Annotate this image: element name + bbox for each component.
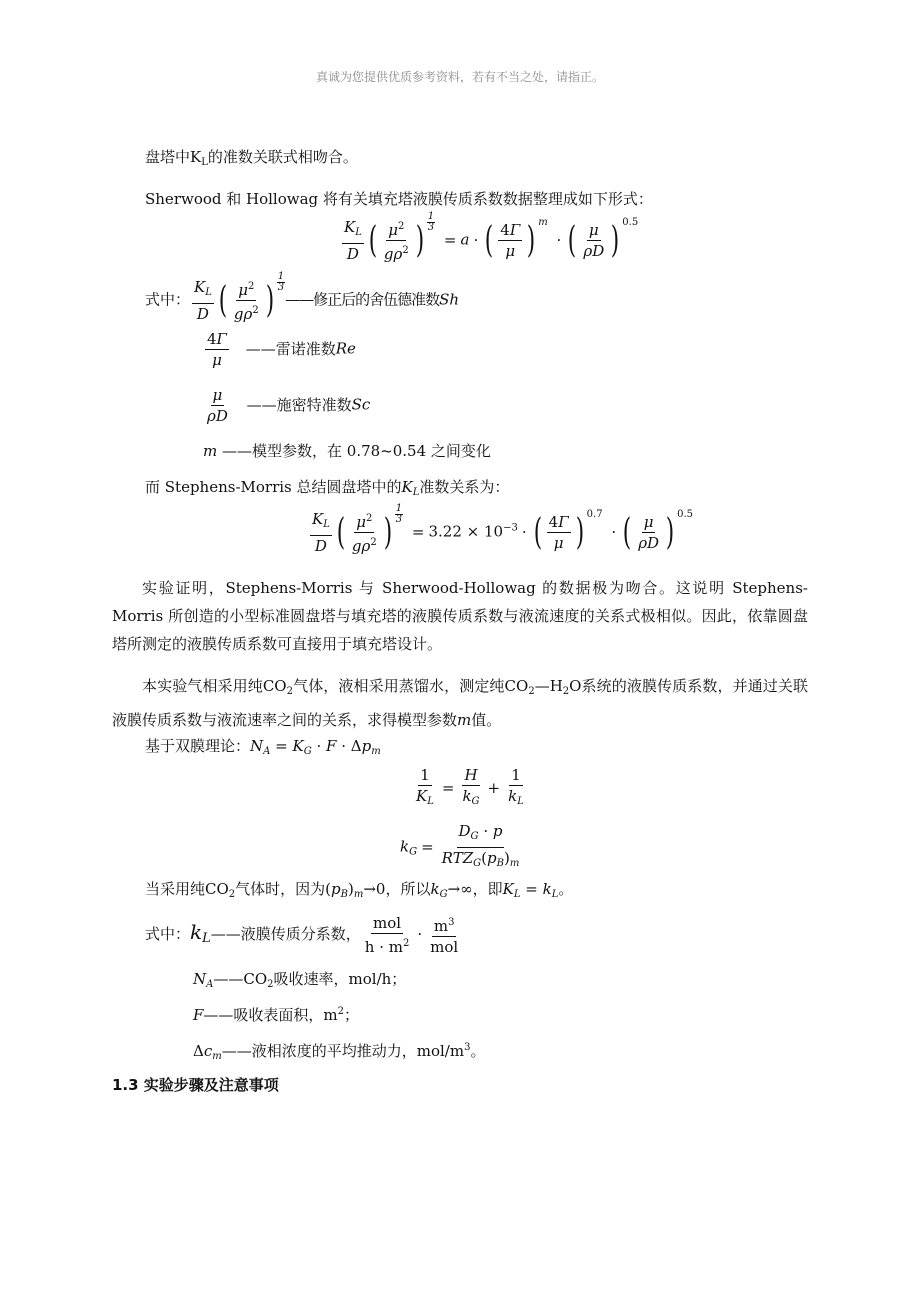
eq1-exp-05: 0.5	[622, 217, 639, 228]
def-m-text: ——模型参数，在 0.78~0.54 之间变化	[217, 442, 491, 460]
unit-mol2: mol	[430, 938, 459, 956]
var-f-text2: ；	[344, 1006, 360, 1024]
var-kl-text: ——液膜传质分系数，	[210, 925, 361, 943]
equation-stephens: $\frac{K_L}{D}$ ( $\mu^2$ $g\rho^2$ ) $\frac{1}{3}$ = $3.22 \times 10^{-3}$ · ( 4Γ μ ) $^{0.7}$ · ( μ ρD ) $^{0.5}$	[312, 503, 693, 555]
eq1-exp-m: m	[538, 217, 548, 228]
p6-prefix: 基于双膜理论：	[145, 737, 251, 755]
unit-mol: mol	[373, 914, 402, 932]
def-re-sym: Re	[335, 339, 356, 358]
var-f: F——吸收表面积，$m^2$；	[193, 1006, 360, 1024]
def-sh-text: ——修正后的舍伍德准数	[285, 290, 440, 309]
var-na: $N_A——CO_2$吸收速率，mol/h；	[193, 970, 407, 990]
paragraph-pure-co2: 当采用纯$CO_2$气体时，因为$(p_B)_m\to 0$，所以$k_G\to\infty$，即$K_L = k_L$。	[145, 880, 574, 900]
eq1-coef: a	[460, 230, 470, 249]
def-sh-sym: Sh	[439, 290, 460, 309]
p7-a: 当采用纯CO	[145, 880, 229, 898]
p5-c: —H	[534, 677, 563, 695]
p1-prefix: 盘塔中K	[145, 148, 202, 166]
p7-b: 气体时，因为	[235, 880, 326, 898]
defs-label: 式中：	[145, 290, 191, 309]
equation-resistance: $\frac{1}{K_L}$ = $\frac{H}{k_G}$ + $\frac{1}{k_L}$	[416, 766, 524, 807]
paragraph-stephens	[145, 476, 509, 498]
var-dc-text: ——液相浓度的平均推动力，mol/m	[221, 1042, 465, 1060]
unit-m: m	[433, 917, 449, 935]
def-m	[203, 440, 491, 461]
def-sc: $\frac{\mu}{\rho D}$ ——施密特准数Sc	[207, 386, 371, 425]
def-re-text: ——雷诺准数	[245, 339, 336, 358]
var-na-text: ——CO	[213, 970, 268, 988]
equation-kg: $k_G$ = $D_G \cdot p$ $RTZ_G(p_B)_m$	[400, 822, 520, 869]
p3-sym: K	[401, 478, 413, 496]
p3-prefix: 而 Stephens-Morris 总结圆盘塔中的	[145, 478, 402, 496]
p5-b: 气体，液相采用蒸馏水，测定纯CO	[292, 677, 529, 695]
def-sh: 式中： $\frac{K_L}{D}$ ( $\mu^2$ $g\rho^2$ ) $\frac{1}{3}$ ——修正后的舍伍德准数Sh	[145, 271, 460, 323]
p1-suffix: 的准数关联式相吻合。	[207, 148, 358, 166]
p5-d: O系统的液膜传质系数，并通过关联液膜传质系数与液流速率之间的关系，求得模型参数	[112, 677, 808, 729]
paragraph-conclusion: 实验证明，Stephens-Morris 与 Sherwood-Hollowag 的数据极为吻合。这说明 Stephens-Morris 所创造的小型标准圆盘塔与填充塔的液膜传质系数与液流速度的关系式极相似。因此，依靠圆盘塔所测定的液膜传质系数可直接用于填充塔设计。	[112, 579, 808, 653]
var-kl: 式中：$k_L——$液膜传质分系数， mol $h \cdot m^2$ · $m^3$ mol	[145, 914, 459, 956]
p3-suffix: 准数关系为：	[419, 478, 510, 496]
p3-sub: L	[412, 487, 420, 498]
p1-sub: L	[201, 157, 208, 168]
def-re: $\frac{4\Gamma}{\mu}$ ——雷诺准数Re	[207, 330, 356, 369]
paragraph-experiment: 本实验气相采用纯$CO_2$气体，液相采用蒸馏水，测定纯$CO_2—H_2O$系统的液膜传质系数，并通过关联液膜传质系数与液流速率之间的关系，求得模型参数m值。	[112, 677, 808, 729]
eq2-coef: 3.22 × 10	[428, 522, 504, 541]
var-na-text2: 吸收速率，mol/h；	[273, 970, 407, 988]
var-dc-text2: 。	[470, 1042, 486, 1060]
var-f-text: ——吸收表面积，m	[203, 1006, 338, 1024]
eq2-exp-05: 0.5	[677, 509, 693, 520]
def-sc-text: ——施密特准数	[246, 395, 352, 414]
section-heading: 1.3 实验步骤及注意事项	[112, 1076, 279, 1094]
eq2-exp-07: 0.7	[586, 509, 603, 520]
p5-a: 本实验气相采用纯CO	[142, 677, 287, 695]
p7-c: →0，所以	[363, 880, 431, 898]
def-sc-sym: Sc	[351, 395, 371, 414]
eq2-coef-exp: −3	[503, 522, 518, 534]
page-header-note: 真诚为您提供优质参考资料，若有不当之处，请指正。	[315, 70, 604, 84]
unit-hm: h · m	[364, 938, 403, 956]
p7-d: →∞，即	[447, 880, 503, 898]
frac-kl-d: $\frac{K_L}{D}$	[344, 218, 362, 263]
var-dc: $\Delta c_m——$液相浓度的平均推动力，mol/$m^3$。	[193, 1042, 486, 1062]
def-m-sym: m	[203, 442, 218, 460]
paragraph-two-film: 基于双膜理论：$N_A = K_G \cdot F \cdot \Delta p_m$	[145, 737, 381, 757]
p5-e: 值。	[471, 711, 502, 729]
paragraph-sherwood: Sherwood 和 Hollowag 将有关填充塔液膜传质系数数据整理成如下形式：	[145, 190, 653, 208]
equation-sherwood: $\frac{K_L}{D}$ ( $\mu^2$ $g\rho^2$ ) $\frac{1}{3}$ = a · ( 4Γ μ ) $^m$ · ( μ ρD ) $^{0.5}$	[344, 211, 639, 263]
p5-m: m	[457, 711, 472, 729]
paragraph-intro	[145, 143, 810, 177]
vars-label: 式中：	[145, 925, 191, 943]
